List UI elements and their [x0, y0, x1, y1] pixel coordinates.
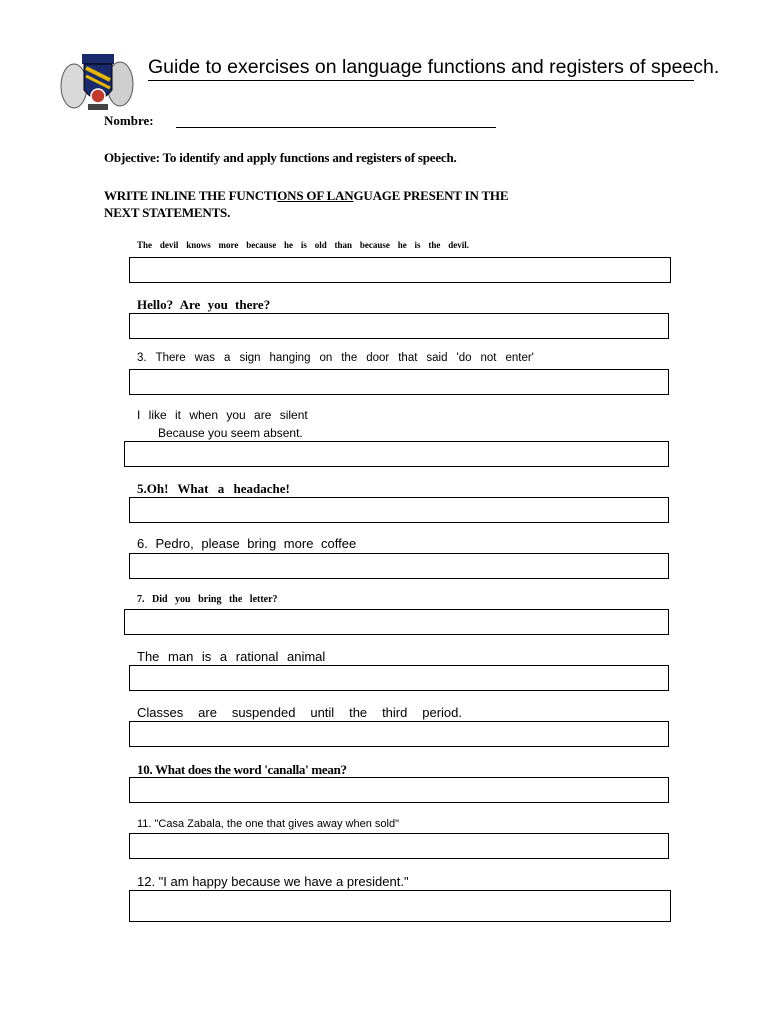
answer-box-9[interactable]	[129, 721, 669, 747]
word: third	[382, 705, 408, 720]
answer-box-6[interactable]	[129, 553, 669, 579]
word: he	[284, 240, 294, 250]
word: door	[366, 352, 390, 364]
answer-box-1[interactable]	[129, 257, 671, 283]
word: enter'	[505, 352, 534, 364]
word: because	[246, 240, 277, 250]
word: on	[319, 352, 333, 364]
word: than	[334, 240, 353, 250]
word: the	[349, 705, 368, 720]
word: knows	[186, 240, 211, 250]
word: devil	[159, 240, 179, 250]
answer-box-10[interactable]	[129, 777, 669, 803]
answer-box-4[interactable]	[124, 441, 669, 467]
statement-4-line-1: I like it when you are silent	[137, 408, 308, 422]
word: hanging	[269, 352, 311, 364]
word: Classes	[137, 705, 184, 720]
word: are	[198, 705, 217, 720]
word: 3.	[137, 352, 147, 364]
word: was	[194, 352, 216, 364]
answer-box-7[interactable]	[124, 609, 669, 635]
statement-7: 7. Did you bring the letter?	[137, 594, 278, 605]
statement-5: 5.Oh! What a headache!	[137, 481, 290, 496]
word: a	[224, 352, 231, 364]
nombre-label: Nombre:	[104, 113, 154, 128]
statement-6: 6. Pedro, please bring more coffee	[137, 536, 357, 551]
word: not	[480, 352, 497, 364]
answer-box-8[interactable]	[129, 665, 669, 691]
word: devil.	[448, 240, 469, 250]
statement-10: 10. What does the word 'canalla' mean?	[137, 762, 347, 777]
statement-11: 11. "Casa Zabala, the one that gives away when sold"	[137, 818, 399, 830]
school-crest-logo	[58, 50, 138, 118]
statement-2: Hello? Are you there?	[137, 297, 271, 312]
statement-8: The man is a rational animal	[137, 649, 326, 664]
word: 'do	[456, 352, 472, 364]
answer-box-5[interactable]	[129, 497, 669, 523]
answer-box-12[interactable]	[129, 890, 671, 922]
word: suspended	[231, 705, 296, 720]
answer-box-3[interactable]	[129, 369, 669, 395]
instruction-heading	[104, 187, 508, 221]
word: sign	[239, 352, 261, 364]
word: is	[300, 240, 307, 250]
word: is	[414, 240, 421, 250]
word: more	[218, 240, 239, 250]
word: period.	[422, 705, 462, 720]
word: because	[359, 240, 390, 250]
statement-4-line-2: Because you seem absent.	[158, 426, 303, 440]
word: the	[341, 352, 358, 364]
answer-box-11[interactable]	[129, 833, 669, 859]
word: The	[137, 240, 153, 250]
word: said	[426, 352, 448, 364]
objective-text: Objective: To identify and apply functions and registers of speech.	[104, 150, 457, 165]
statement-3	[137, 352, 534, 364]
word: that	[398, 352, 418, 364]
nombre-field-line[interactable]	[176, 127, 496, 128]
word: old	[314, 240, 327, 250]
statement-1	[137, 240, 469, 250]
word: There	[155, 352, 186, 364]
answer-box-2[interactable]	[129, 313, 669, 339]
word: he	[397, 240, 407, 250]
instruction-line-2: NEXT STATEMENTS.	[104, 205, 231, 220]
title-underline	[148, 80, 694, 81]
word: the	[428, 240, 441, 250]
statement-12: 12. "I am happy because we have a president."	[137, 874, 409, 889]
page-title: Guide to exercises on language functions and registers of speech.	[148, 56, 720, 78]
word: until	[310, 705, 335, 720]
statement-9	[137, 705, 462, 720]
underlined-segment: ONS OF LAN	[277, 188, 354, 203]
instruction-line-1: WRITE INLINE THE FUNCTIONS OF LANGUAGE PRESENT IN THE	[104, 188, 509, 203]
